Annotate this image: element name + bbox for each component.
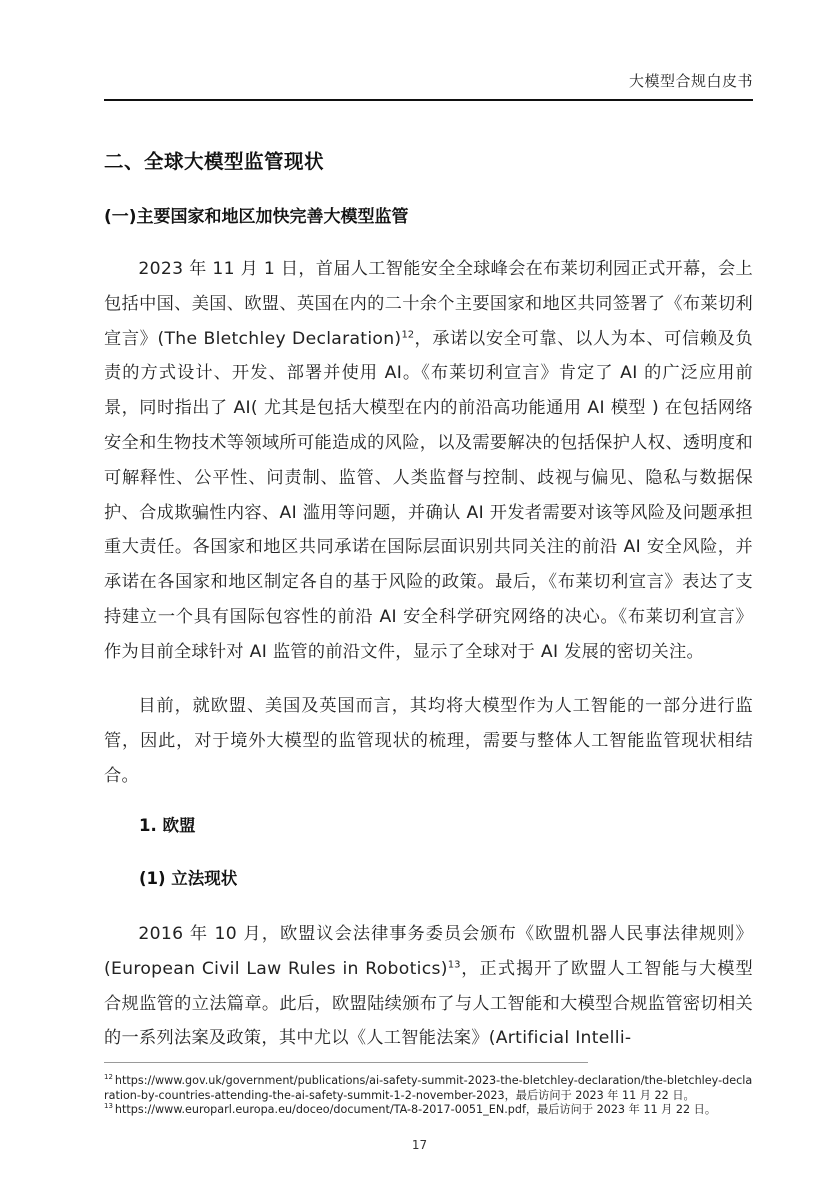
footnote-13-link[interactable]: https://www.europarl.europa.eu/doceo/document/TA-8-2017-0051_EN.pdf，最后访问于 2023 年 11 月 22 日。: [114, 1103, 717, 1116]
footnote-12-link[interactable]: https://www.gov.uk/government/publications/ai-safety-summit-2023-the-bletchley-declaration/the-bletchley-declaration-by-countries-attending-the-ai-safety-summit-1-2-november-2023，最后访问于 2023 年 11 月 22 日。: [104, 1074, 753, 1102]
page-header-title: 大模型合规白皮书: [628, 72, 753, 90]
footnote-marker-12: 12: [104, 1073, 113, 1082]
paragraph-bletchley-text-1: 2023 年 11 月 1 日，首届人工智能安全全球峰会在布莱切利园正式开幕，会上包括中国、美国、欧盟、英国在内的二十余个主要国家和地区共同签署了《布莱切利宣言》(The Bletchley Declaration): [104, 259, 753, 349]
heading-eu: 1. 欧盟: [139, 816, 196, 835]
footnote-12: [104, 1074, 754, 1103]
paragraph-eu-text-1: 2016 年 10 月，欧盟议会法律事务委员会颁布《欧盟机器人民事法律规则》(European Civil Law Rules in Robotics): [104, 924, 753, 979]
footnote-rule: [104, 1062, 588, 1063]
footnote-ref-12[interactable]: 12: [401, 328, 415, 340]
page-number: 17: [411, 1138, 428, 1152]
footnote-13: [104, 1103, 754, 1118]
section-title: 二、全球大模型监管现状: [104, 150, 325, 173]
heading-legislation-status: (1) 立法现状: [139, 869, 238, 888]
paragraph-regulation-overview: 目前，就欧盟、美国及英国而言，其均将大模型作为人工智能的一部分进行监管，因此，对于境外大模型的监管现状的梳理，需要与整体人工智能监管现状相结合。: [104, 696, 753, 786]
subsection-title: (一)主要国家和地区加快完善大模型监管: [104, 207, 409, 227]
footnote-marker-13: 13: [104, 1102, 113, 1111]
footnote-ref-13[interactable]: 13: [447, 959, 461, 971]
paragraph-eu-text-2: ，正式揭开了欧盟人工智能与大模型合规监管的立法篇章。此后，欧盟陆续颁布了与人工智能和大模型合规监管密切相关的一系列法案及政策，其中尤以《人工智能法案》(Artificial Intelli-: [104, 958, 753, 1049]
header-rule: [104, 99, 753, 101]
paragraph-bletchley: [104, 252, 753, 670]
paragraph-bletchley-text-2: ，承诺以安全可靠、以人为本、可信赖及负责的方式设计、开发、部署并使用 AI。《布莱切利宣言》肯定了 AI 的广泛应用前景，同时指出了 AI( 尤其是包括大模型在内的前沿高功能通用 AI 模型 ) 在包括网络安全和生物技术等领域所可能造成的风险，以及需要解决的包括保护人权、透明度和可解释性、公平性、问责制、监管、人类监督与控制、歧视与偏见、隐私与数据保护、合成欺骗性内容、AI 滥用等问题，并确认 AI 开发者需要对该等风险及问题承担重大责任。各国家和地区共同承诺在国际层面识别共同关注的前沿 AI 安全风险，并承诺在各国家和地区制定各自的基于风险的政策。最后，《布莱切利宣言》表达了支持建立一个具有国际包容性的前沿 AI 安全科学研究网络的决心。《布莱切利宣言》作为目前全球针对 AI 监管的前沿文件，显示了全球对于 AI 发展的密切关注。: [104, 328, 754, 662]
paragraph-eu-legislation: [104, 917, 753, 1056]
footnotes: [104, 1074, 754, 1118]
